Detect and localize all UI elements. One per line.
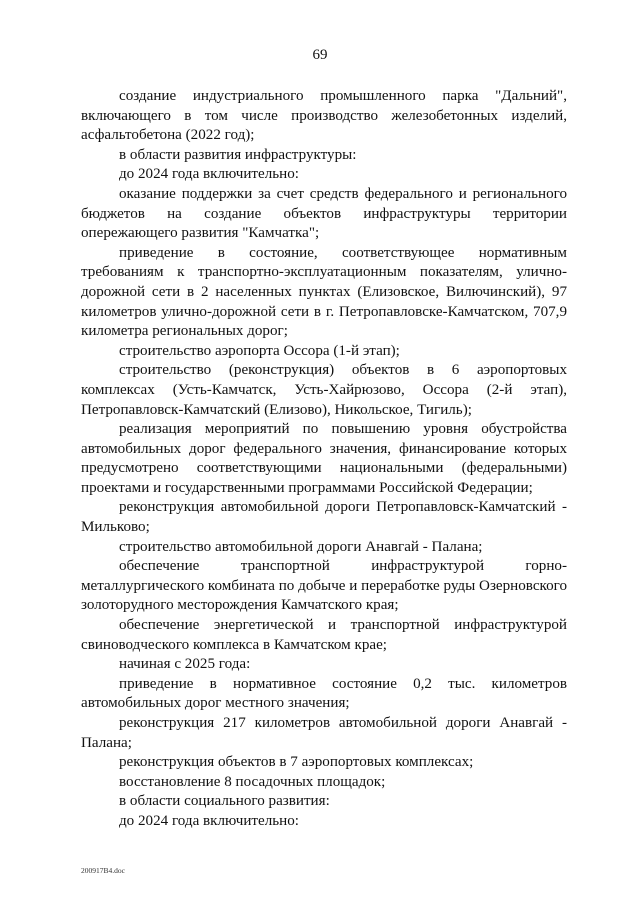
paragraph: строительство (реконструкция) объектов в 6 аэропортовых комплексах (Усть-Камчатск, Усть-Хайрюзово, Оссора (2-й этап), Петропавловск-Камчатский (Елизово), Никольское, Тигиль); (81, 362, 567, 418)
paragraph: до 2024 года включительно: (119, 812, 299, 829)
paragraph: оказание поддержки за счет средств федерального и регионального бюджетов на создание объектов инфраструктуры территории опережающего развития "Камчатка"; (81, 185, 567, 242)
paragraph: восстановление 8 посадочных площадок; (119, 773, 386, 790)
paragraph: реализация мероприятий по повышению уровня обустройства автомобильных дорог федерального значения, финансирование которых предусмотрено соответствующими национальными (федеральными) проектами и государственными программами Российской Федерации; (81, 421, 567, 496)
paragraph: обеспечение энергетической и транспортной инфраструктурой свиноводческого комплекса в Камчатском крае; (81, 617, 567, 653)
paragraph: обеспечение транспортной инфраструктурой горно-металлургического комбината по добыче и переработке руды Озерновского золоторудного месторождения Камчатского края; (81, 558, 567, 614)
paragraph: в области развития инфраструктуры: (119, 146, 357, 163)
paragraph: строительство автомобильной дороги Анавгай - Палана; (119, 538, 483, 555)
paragraph: в области социального развития: (119, 793, 330, 810)
paragraph: реконструкция объектов в 7 аэропортовых комплексах; (119, 754, 474, 771)
file-name-footer: 200917В4.doc (81, 866, 125, 875)
paragraph: до 2024 года включительно: (119, 166, 299, 183)
paragraph: приведение в состояние, соответствующее нормативным требованиям к транспортно-эксплуатационным показателям, улично-дорожной сети в 2 населенных пунктах (Елизовское, Вилючинский), 97 километров улично-дорожной сети в г. Петропавловске-Камчатском, 707,9 километра региональных дорог; (81, 244, 567, 340)
paragraph: начиная с 2025 года: (119, 656, 251, 673)
paragraph: приведение в нормативное состояние 0,2 тыс. километров автомобильных дорог местного значения; (81, 675, 567, 712)
document-body (81, 87, 567, 832)
paragraph: создание индустриального промышленного парка "Дальний", включающего в том числе производство железобетонных изделий, асфальтобетона (2022 год); (81, 88, 567, 144)
paragraph: строительство аэропорта Оссора (1-й этап); (119, 342, 400, 359)
paragraph: реконструкция автомобильной дороги Петропавловск-Камчатский - Мильково; (81, 499, 567, 536)
paragraph: реконструкция 217 километров автомобильной дороги Анавгай - Палана; (81, 715, 567, 751)
page-number: 69 (312, 47, 328, 63)
